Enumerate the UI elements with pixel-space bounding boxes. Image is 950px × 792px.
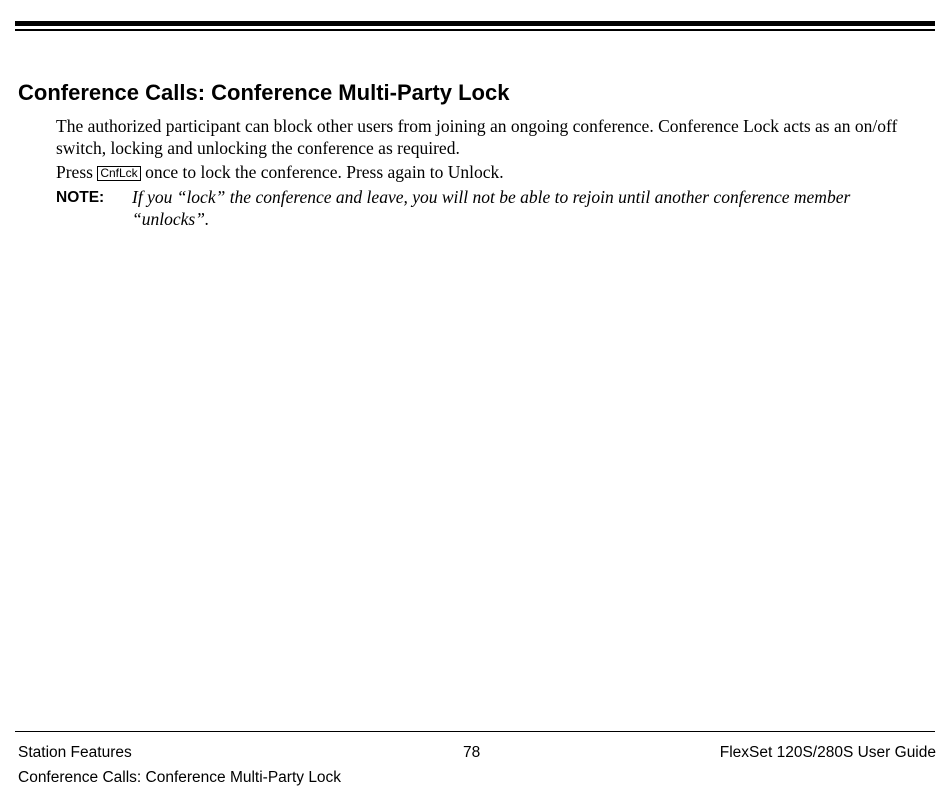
note-text: If you “lock” the conference and leave, you will not be able to rejoin until another conference member “unlocks”. xyxy=(132,187,851,229)
footer-chapter: Station Features xyxy=(18,744,132,761)
footer-rule xyxy=(15,731,935,732)
footer-subsection: Conference Calls: Conference Multi-Party Lock xyxy=(18,769,342,786)
footer-page-number: 78 xyxy=(463,744,481,761)
footer-guide-title: FlexSet 120S/280S User Guide xyxy=(719,744,936,761)
instruction-text-after: once to lock the conference. Press again to Unlock. xyxy=(140,162,504,182)
instruction-text-before: Press xyxy=(56,162,98,182)
header-rule-thin xyxy=(15,29,935,31)
section-heading: Conference Calls: Conference Multi-Party Lock xyxy=(18,80,510,105)
instruction-paragraph xyxy=(56,161,914,183)
description-paragraph: The authorized participant can block other users from joining an ongoing conference. Conference Lock acts as an on/off switch, locking and unlocking the conference as required. xyxy=(56,116,898,158)
header-rule-thick xyxy=(15,21,935,26)
cnflck-key-label: CnfLck xyxy=(97,166,140,181)
note-label: NOTE: xyxy=(56,189,105,206)
